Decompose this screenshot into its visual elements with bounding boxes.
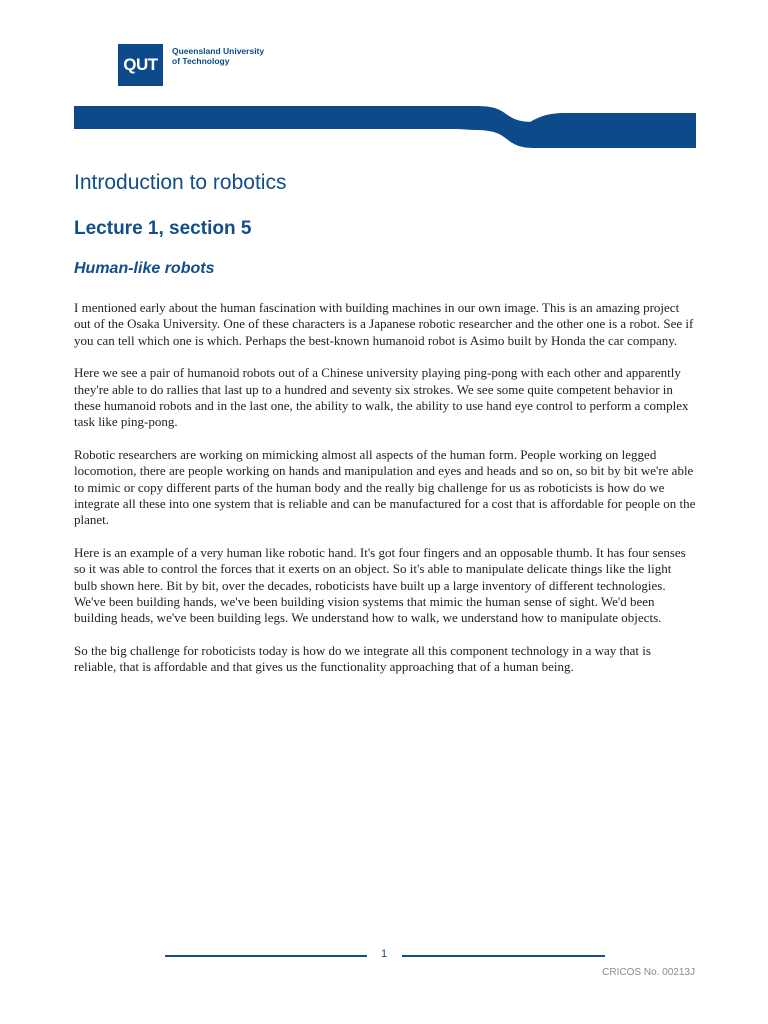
qut-logo-mark: QUT <box>118 44 163 86</box>
university-name <box>172 46 264 66</box>
header-banner <box>74 100 696 148</box>
footer-rule-left <box>165 955 367 957</box>
paragraph: So the big challenge for roboticists today is how do we integrate all this component technology in a way that is reliable, that is affordable and that gives us the functionality approaching that of a human being. <box>74 643 651 675</box>
lecture-subtitle: Lecture 1, section 5 <box>74 218 252 239</box>
footer-rule-right <box>402 955 605 957</box>
paragraph: I mentioned early about the human fascination with building machines in our own image. This is an amazing project out of the Osaka University. One of these characters is a Japanese robotic researcher and the other one is a robot. See if you can tell which one is which. Perhaps the best-known humanoid robot is Asimo built by Honda the car company. <box>74 300 694 348</box>
university-name-line-2: of Technology <box>172 56 230 66</box>
body-text <box>74 300 696 692</box>
paragraph: Robotic researchers are working on mimicking almost all aspects of the human form. People working on legged locomotion, there are people working on hands and manipulation and eyes and heads and so on, so bit by bit we're able to mimic or copy different parts of the human body and the really big challenge for us as roboticists is how do we integrate all these into one system that is reliable and can be manufactured for a cost that is affordable for people on the planet. <box>74 447 696 528</box>
paragraph: Here we see a pair of humanoid robots out of a Chinese university playing ping-pong with each other and apparently they're able to do rallies that last up to a hundred and seventy six strokes. We see some quite competent behavior in these humanoid robots and in the last one, the ability to walk, the ability to use hand eye control to perform a complex task like ping-pong. <box>74 365 689 430</box>
page-number: 1 <box>380 948 388 960</box>
paragraph: Here is an example of a very human like robotic hand. It's got four fingers and an opposable thumb. It has four senses so it was able to control the forces that it exerts on an object. So it's able to manipulate delicate things like the light bulb shown here. Bit by bit, over the decades, roboticists have built up a large inventory of different technologies. We've been building hands, we've been building vision systems that mimic the human sense of sight. We'd been building heads, we've been building legs. We understand how to walk, we understand how to manipulate objects. <box>74 545 686 626</box>
cricos-number: CRICOS No. 00213J <box>602 967 695 978</box>
document-title: Introduction to robotics <box>74 171 287 194</box>
university-name-line-1: Queensland University <box>172 46 265 56</box>
section-heading: Human-like robots <box>74 260 215 277</box>
